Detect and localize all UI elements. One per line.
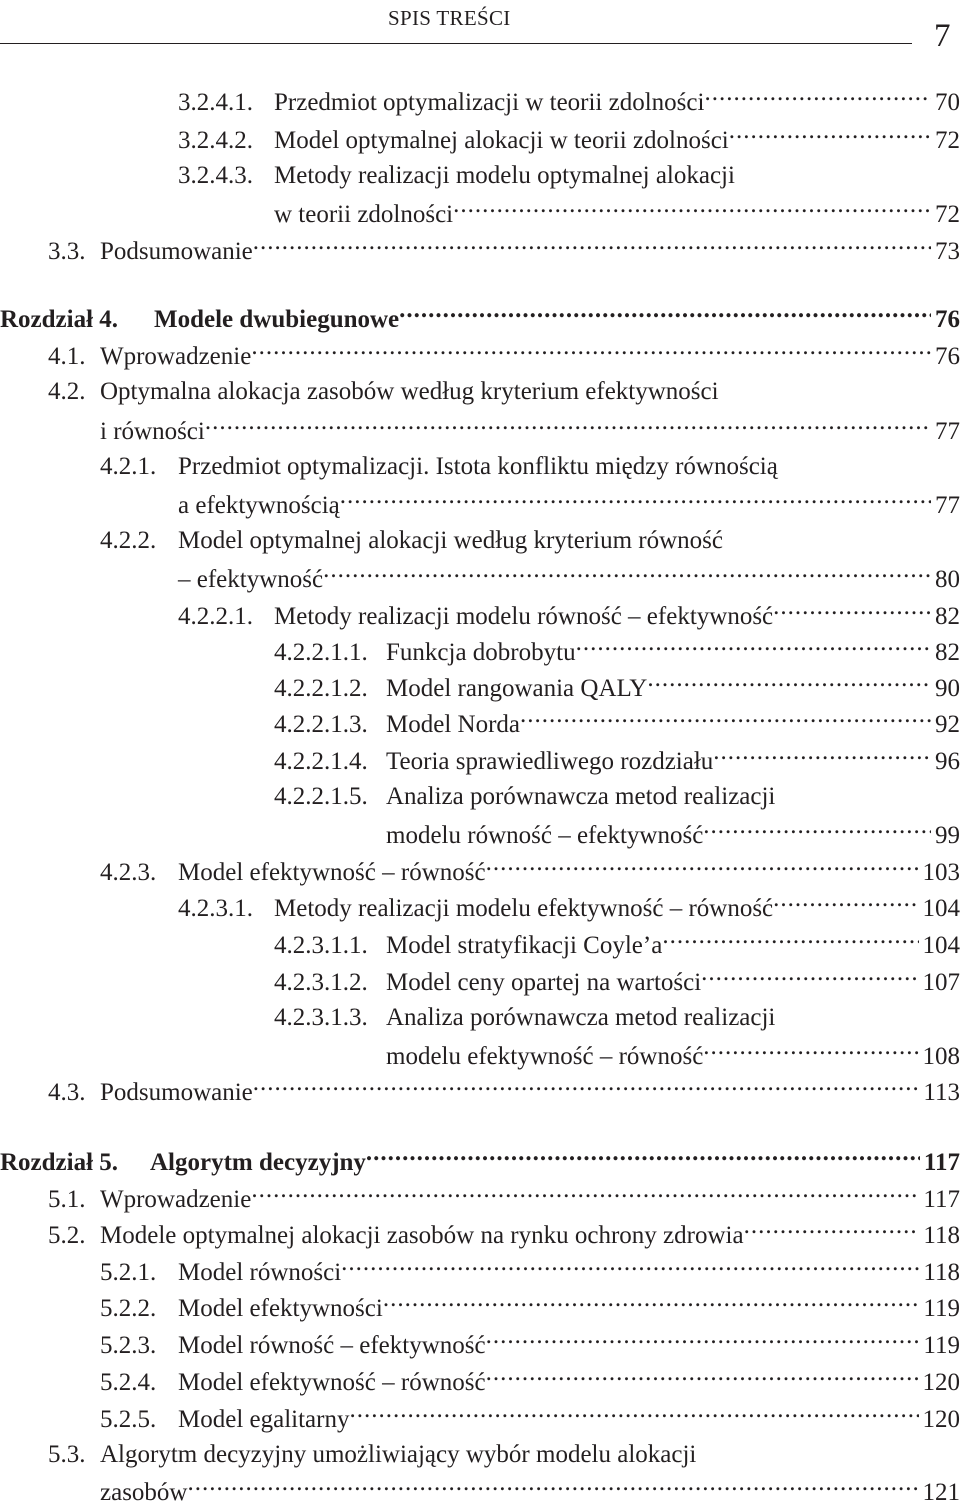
toc-entry-number: 4.3. xyxy=(48,1076,100,1110)
toc-entry-title: Optymalna alokacja zasobów według kryterium efektywności xyxy=(100,375,719,409)
toc-entry xyxy=(0,1144,960,1178)
dot-leader xyxy=(187,1474,918,1500)
dot-leader xyxy=(703,1038,918,1064)
toc-entry-number: 4.1. xyxy=(48,340,100,374)
dot-leader xyxy=(703,817,931,843)
dot-leader xyxy=(251,1181,919,1207)
toc-entry-number: 5.2.3. xyxy=(100,1329,178,1363)
dot-leader xyxy=(744,1217,920,1243)
toc-entry-title: Algorytm decyzyjny xyxy=(150,1146,366,1180)
dot-leader xyxy=(253,233,931,259)
toc-entry-number: 4.2.3.1.2. xyxy=(274,966,386,1000)
dot-leader xyxy=(349,1401,918,1427)
toc-entry-page: 104 xyxy=(919,892,960,926)
toc-entry-title: Model ceny opartej na wartości xyxy=(386,966,701,1000)
toc-entry-title: zasobów xyxy=(100,1476,187,1510)
toc-entry-title: Przedmiot optymalizacji. Istota konfliktu między równością xyxy=(178,450,778,484)
toc-entry-page: 70 xyxy=(931,86,960,120)
toc-entry-number: 4.2. xyxy=(48,375,100,409)
toc-entry xyxy=(274,780,775,814)
toc-entry-number: 3.2.4.2. xyxy=(178,124,274,158)
toc-entry-page: 104 xyxy=(919,929,960,963)
toc-entry-number: 5.1. xyxy=(48,1183,100,1217)
dot-leader xyxy=(729,122,931,148)
toc-entry-title: Model stratyfikacji Coyle’a xyxy=(386,929,662,963)
toc-entry-title: Metody realizacji modelu efektywność – równość xyxy=(274,892,773,926)
toc-entry xyxy=(178,561,960,595)
toc-entry-number: Rozdział 5. xyxy=(0,1146,150,1180)
page-number: 7 xyxy=(934,18,951,54)
toc-entry-number: 5.2.4. xyxy=(100,1366,178,1400)
toc-entry-title: Algorytm decyzyjny umożliwiający wybór modelu alokacji xyxy=(100,1438,696,1472)
toc-entry-page: 117 xyxy=(920,1146,960,1180)
toc-entry-number: 5.2.1. xyxy=(100,1256,178,1290)
toc-entry-number: 5.2.5. xyxy=(100,1403,178,1437)
toc-entry-title: Wprowadzenie xyxy=(100,340,251,374)
toc-entry-page: 80 xyxy=(931,563,960,597)
dot-leader xyxy=(383,1290,920,1316)
toc-entry-page: 72 xyxy=(931,198,960,232)
toc-entry xyxy=(100,450,778,484)
toc-entry-page: 119 xyxy=(919,1292,960,1326)
dot-leader xyxy=(713,743,931,769)
toc-entry-title: Model efektywność – równość xyxy=(178,856,486,890)
toc-entry-title: Model Norda xyxy=(386,708,520,742)
toc-entry xyxy=(48,1074,960,1108)
dot-leader xyxy=(773,890,918,916)
toc-entry-number: 4.2.2. xyxy=(100,524,178,558)
toc-entry xyxy=(178,159,735,193)
toc-entry-number: 3.2.4.1. xyxy=(178,86,274,120)
toc-entry-number: 4.2.2.1.5. xyxy=(274,780,386,814)
dot-leader xyxy=(340,487,931,513)
toc-entry-number: 4.2.3.1.1. xyxy=(274,929,386,963)
toc-entry-number: 5.3. xyxy=(48,1438,100,1472)
toc-entry xyxy=(100,524,723,558)
toc-entry-title: Podsumowanie xyxy=(100,235,253,269)
dot-leader xyxy=(647,670,931,696)
toc-entry-title: Metody realizacji modelu optymalnej alokacji xyxy=(274,159,735,193)
toc-entry xyxy=(274,927,960,961)
toc-entry-page: 90 xyxy=(931,672,960,706)
toc-entry-title: Model efektywność – równość xyxy=(178,1366,486,1400)
toc-entry-page: 73 xyxy=(931,235,960,269)
toc-entry-page: 82 xyxy=(931,600,960,634)
toc-entry xyxy=(100,1474,960,1508)
toc-entry xyxy=(178,598,960,632)
toc-entry-page: 72 xyxy=(931,124,960,158)
toc-entry-title: Podsumowanie xyxy=(100,1076,253,1110)
toc-entry-title: Analiza porównawcza metod realizacji xyxy=(386,1001,775,1035)
dot-leader xyxy=(399,301,931,327)
toc-entry xyxy=(274,196,960,230)
toc-entry-title: Model optymalnej alokacji według kryterium równość xyxy=(178,524,723,558)
toc-entry-number: 3.2.4.3. xyxy=(178,159,274,193)
toc-entry-page: 76 xyxy=(931,340,960,374)
toc-entry-page: 77 xyxy=(931,415,960,449)
toc-entry xyxy=(0,301,960,335)
toc-entry-page: 117 xyxy=(919,1183,960,1217)
dot-leader xyxy=(662,927,918,953)
toc-entry xyxy=(100,1254,960,1288)
toc-entry-page: 77 xyxy=(931,489,960,523)
toc-entry-title: a efektywnością xyxy=(178,489,340,523)
toc-entry-page: 96 xyxy=(931,745,960,779)
toc-entry-title: Funkcja dobrobytu xyxy=(386,636,576,670)
dot-leader xyxy=(701,964,918,990)
toc-entry-number: 4.2.1. xyxy=(100,450,178,484)
toc-entry xyxy=(48,233,960,267)
running-header-title: SPIS TREŚCI xyxy=(388,6,511,30)
dot-leader xyxy=(520,706,931,732)
toc-entry-number: 4.2.3.1.3. xyxy=(274,1001,386,1035)
toc-entry xyxy=(48,338,960,372)
toc-entry-title: Metody realizacji modelu równość – efektywność xyxy=(274,600,773,634)
toc-entry xyxy=(178,890,960,924)
toc-entry xyxy=(274,670,960,704)
toc-entry-page: 76 xyxy=(931,303,960,337)
toc-entry-page: 82 xyxy=(931,636,960,670)
toc-entry-page: 120 xyxy=(919,1366,960,1400)
toc-entry xyxy=(100,1327,960,1361)
toc-entry-page: 118 xyxy=(919,1256,960,1290)
toc-entry-title: Model rangowania QALY xyxy=(386,672,647,706)
toc-entry-title: Model równości xyxy=(178,1256,341,1290)
toc-entry-page: 118 xyxy=(919,1219,960,1253)
toc-entry-number: Rozdział 4. xyxy=(0,303,154,337)
dot-leader xyxy=(576,634,931,660)
dot-leader xyxy=(773,598,931,624)
toc-entry xyxy=(274,634,960,668)
toc-entry-page: 103 xyxy=(919,856,960,890)
toc-entry-page: 107 xyxy=(919,966,960,1000)
dot-leader xyxy=(486,854,919,880)
toc-entry xyxy=(274,964,960,998)
toc-entry-title: Model optymalnej alokacji w teorii zdolności xyxy=(274,124,729,158)
toc-entry xyxy=(274,743,960,777)
toc-entry-title: w teorii zdolności xyxy=(274,198,453,232)
toc-entry-title: Analiza porównawcza metod realizacji xyxy=(386,780,775,814)
toc-entry-page: 99 xyxy=(931,819,960,853)
toc-entry-title: Model efektywności xyxy=(178,1292,383,1326)
toc-entry-title: Modele dwubiegunowe xyxy=(154,303,399,337)
toc-entry-number: 4.2.2.1.1. xyxy=(274,636,386,670)
toc-entry-number: 4.2.3.1. xyxy=(178,892,274,926)
toc-entry-title: Modele optymalnej alokacji zasobów na rynku ochrony zdrowia xyxy=(100,1219,744,1253)
toc-entry xyxy=(48,375,719,409)
toc-entry-number: 4.2.2.1.3. xyxy=(274,708,386,742)
toc-entry-number: 4.2.2.1.4. xyxy=(274,745,386,779)
toc-entry-page: 119 xyxy=(919,1329,960,1363)
dot-leader xyxy=(486,1364,919,1390)
toc-entry-title: i równości xyxy=(100,415,205,449)
toc-entry xyxy=(48,1217,960,1251)
dot-leader xyxy=(366,1144,920,1170)
dot-leader xyxy=(341,1254,919,1280)
toc-entry-number: 4.2.2.1.2. xyxy=(274,672,386,706)
toc-entry-title: Model równość – efektywność xyxy=(178,1329,486,1363)
toc-entry xyxy=(100,413,960,447)
toc-entry xyxy=(100,854,960,888)
toc-entry xyxy=(178,122,960,156)
toc-entry xyxy=(178,487,960,521)
dot-leader xyxy=(251,338,931,364)
toc-entry xyxy=(386,1038,960,1072)
toc-entry-page: 113 xyxy=(919,1076,960,1110)
toc-entry-title: modelu efektywność – równość xyxy=(386,1040,703,1074)
dot-leader xyxy=(704,84,931,110)
toc-entry-number: 5.2. xyxy=(48,1219,100,1253)
toc-entry xyxy=(274,706,960,740)
toc-entry-title: Teoria sprawiedliwego rozdziału xyxy=(386,745,713,779)
toc-entry-number: 5.2.2. xyxy=(100,1292,178,1326)
toc-entry-title: Przedmiot optymalizacji w teorii zdolności xyxy=(274,86,704,120)
toc-entry-page: 120 xyxy=(919,1403,960,1437)
dot-leader xyxy=(205,413,931,439)
toc-entry xyxy=(48,1438,696,1472)
dot-leader xyxy=(253,1074,920,1100)
toc-entry-title: – efektywność xyxy=(178,563,323,597)
toc-entry xyxy=(274,1001,775,1035)
toc-entry-number: 3.3. xyxy=(48,235,100,269)
toc-entry xyxy=(178,84,960,118)
toc-entry-number: 4.2.3. xyxy=(100,856,178,890)
dot-leader xyxy=(453,196,931,222)
toc-entry xyxy=(386,817,960,851)
toc-entry xyxy=(100,1364,960,1398)
toc-entry-title: Model egalitarny xyxy=(178,1403,349,1437)
toc-entry-page: 108 xyxy=(919,1040,960,1074)
toc-entry xyxy=(48,1181,960,1215)
dot-leader xyxy=(323,561,931,587)
toc-entry-title: Wprowadzenie xyxy=(100,1183,251,1217)
toc-entry xyxy=(100,1401,960,1435)
toc-entry-page: 92 xyxy=(931,708,960,742)
dot-leader xyxy=(486,1327,920,1353)
toc-entry-number: 4.2.2.1. xyxy=(178,600,274,634)
toc-entry-title: modelu równość – efektywność xyxy=(386,819,703,853)
toc-entry-page: 121 xyxy=(919,1476,960,1510)
toc-entry xyxy=(100,1290,960,1324)
